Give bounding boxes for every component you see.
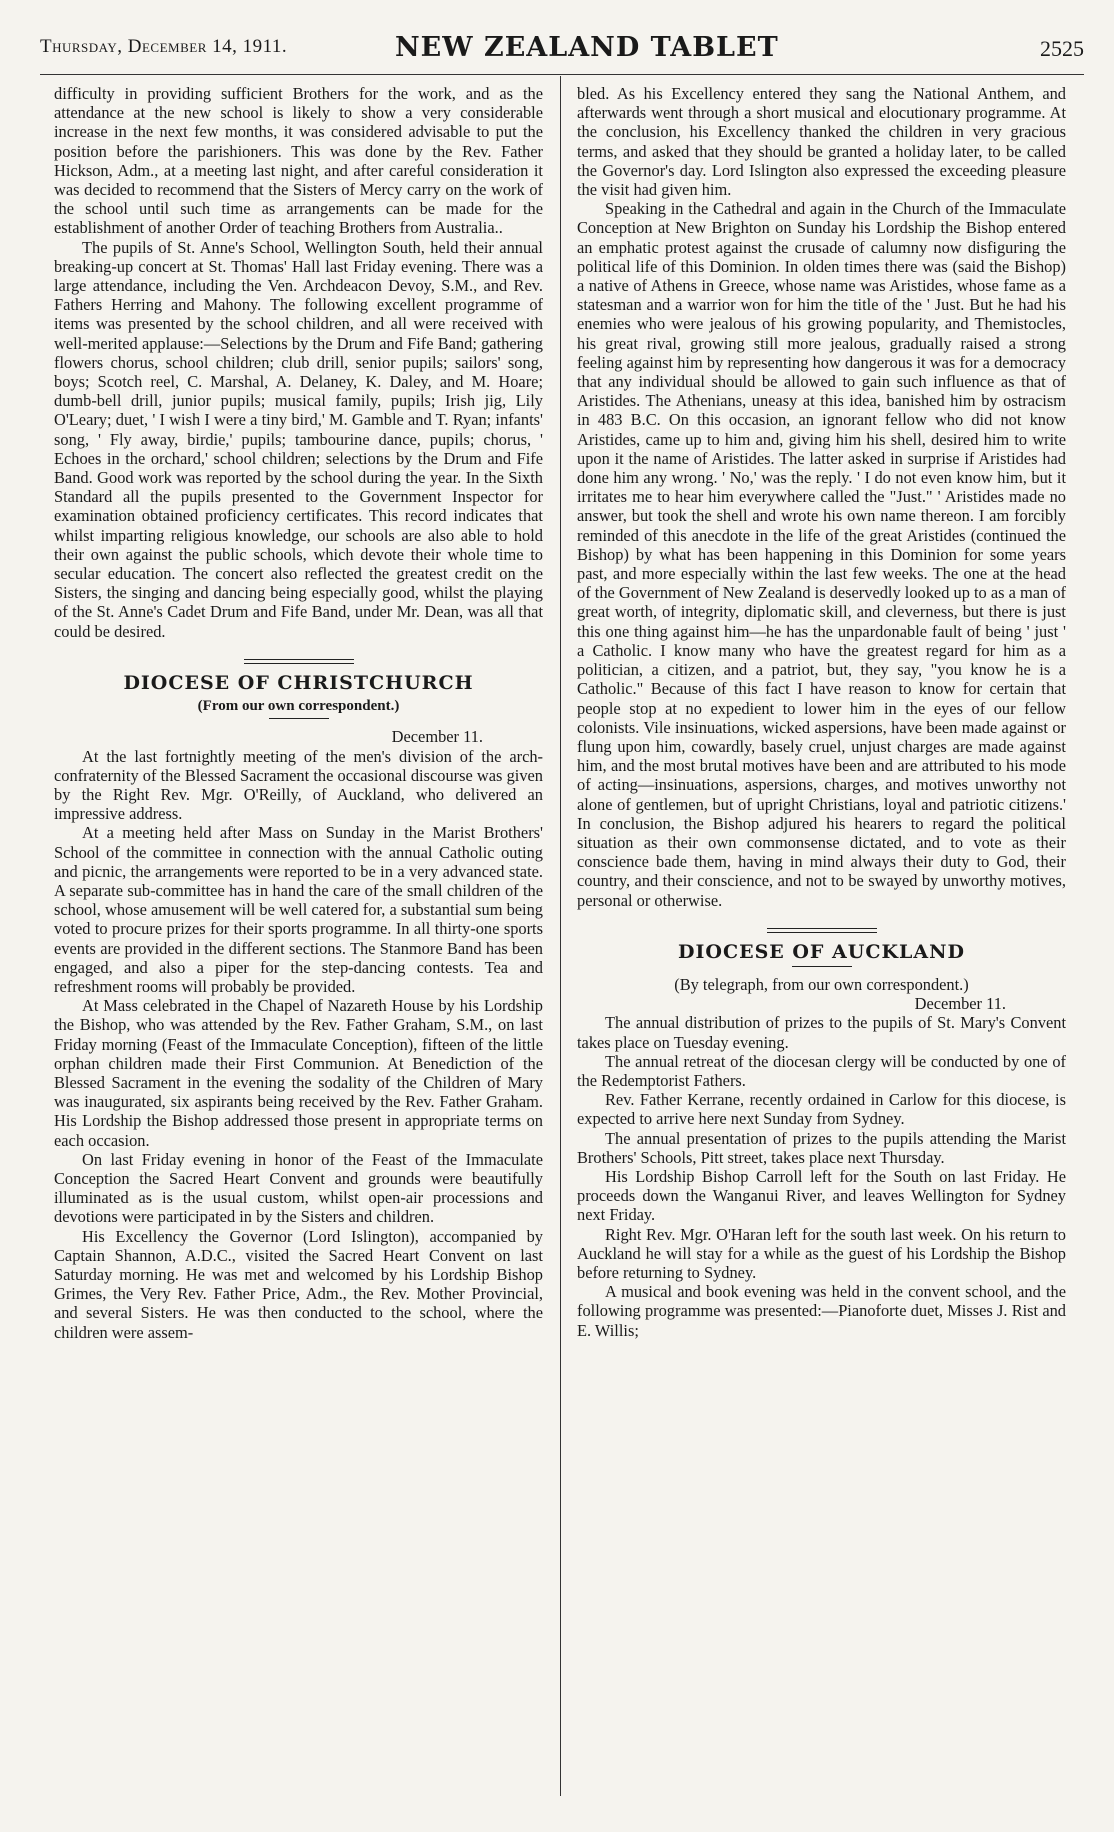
page-header	[40, 26, 1084, 66]
article-paragraph: His Excellency the Governor (Lord Islington), accompanied by Captain Shannon, A.D.C., visited the Sacred Heart Convent on last Saturday morning. He was met and welcomed by his Lordship Bishop Grimes, the Very Rev. Father Price, Adm., the Rev. Mother Provincial, and several Sisters. He was then conducted to the school, where the children were assem-	[54, 1226, 543, 1342]
article-paragraph: On last Friday evening in honor of the Feast of the Immaculate Conception the Sacred Heart Convent and grounds were beautifully illuminated as is the usual custom, whilst open-air processions and devotions were participated in by the Sisters and children.	[54, 1149, 543, 1227]
section-title-auckland: DIOCESE OF AUCKLAND	[678, 940, 965, 963]
section-rule	[767, 928, 877, 933]
title-rule	[792, 966, 852, 967]
dateline: December 11.	[914, 994, 1006, 1014]
article-paragraph: At the last fortnightly meeting of the men's division of the arch-confraternity of the Blessed Sacrament the occasional discourse was given by the Right Rev. Mgr. O'Reilly, of Auckland, who delivered an impressive address.	[54, 746, 543, 824]
byline: (By telegraph, from our own correspondent.)	[674, 974, 969, 994]
article-paragraph: difficulty in providing sufficient Brothers for the work, and as the attendance at the new school is likely to show a very considerable increase in the next few months, it was considered advisable to put the position before the parishioners. This was done by the Rev. Father Hickson, Adm., at a meeting last night, and after careful consideration it was decided to recommend that the Sisters of Mercy carry on the work of the school until such time as arrangements can be made for the establishment of another Order of teaching Brothers from Australia..	[54, 84, 543, 238]
article-paragraph: bled. As his Excellency entered they sang the National Anthem, and afterwards went through a short musical and elocutionary programme. At the conclusion, his Excellency thanked the children in very gracious terms, and asked that they should be granted a holiday later, to be called the Governor's day. Lord Islington also expressed the exceeding pleasure the visit had given him.	[577, 84, 1066, 200]
article-paragraph: His Lordship Bishop Carroll left for the South on last Friday. He proceeds down the Wanganui River, and leaves Wellington for Sydney next Friday.	[577, 1166, 1066, 1225]
article-paragraph: Rev. Father Kerrane, recently ordained in Carlow for this diocese, is expected to arrive here next Sunday from Sydney.	[577, 1090, 1066, 1129]
left-column	[54, 84, 543, 1809]
page-number: 2525	[1040, 36, 1084, 61]
article-paragraph: The annual distribution of prizes to the pupils of St. Mary's Convent takes place on Tuesday evening.	[577, 1013, 1066, 1052]
article-paragraph: At Mass celebrated in the Chapel of Nazareth House by his Lordship the Bishop, who was attended by the Rev. Father Graham, S.M., on last Friday morning (Feast of the Immaculate Conception), fifteen of the little orphan children made their First Communion. At Benediction of the Blessed Sacrament in the evening the sodality of the Children of Mary was inaugurated, six aspirants being received by the Rev. Father Graham. His Lordship the Bishop addressed those present in appropriate terms on each occasion.	[54, 996, 543, 1150]
article-paragraph: At a meeting held after Mass on Sunday in the Marist Brothers' School of the committee in connection with the annual Catholic outing and picnic, the arrangements were reported to be in a very advanced state. A separate sub-committee has in hand the care of the small children of the school, whose amusement will be well catered for, a substantial sum being voted to procure prizes for their sports programme. In all thirty-one sports events are provided in the different sections. The Stanmore Band has been engaged, and also a piper for the step-dancing contests. Tea and refreshment rooms will probably be provided.	[54, 823, 543, 996]
section-rule	[244, 659, 354, 664]
header-rule	[40, 74, 1084, 75]
article-paragraph: The annual retreat of the diocesan clergy will be conducted by one of the Redemptorist Fathers.	[577, 1051, 1066, 1090]
right-column	[577, 84, 1066, 1809]
article-paragraph: Right Rev. Mgr. O'Haran left for the south last week. On his return to Auckland he will stay for a while as the guest of his Lordship the Bishop before returning to Sydney.	[577, 1224, 1066, 1282]
column-divider	[560, 76, 561, 1796]
article-paragraph: A musical and book evening was held in the convent school, and the following programme was presented:—Pianoforte duet, Misses J. Rist and E. Willis;	[577, 1282, 1066, 1340]
issue-date: Thursday, December 14, 1911.	[40, 36, 288, 57]
masthead-title: NEW ZEALAND TABLET	[395, 32, 779, 63]
section-title-christchurch: DIOCESE OF CHRISTCHURCH	[123, 671, 474, 694]
article-paragraph: Speaking in the Cathedral and again in the Church of the Immaculate Conception at New Brighton on Sunday his Lordship the Bishop entered an emphatic protest against the crusade of calumny now disfiguring the political life of this Dominion. In olden times there was (said the Bishop) a native of Athens in Greece, whose name was Aristides, whose fame as a statesman and a warrior won for him the title of the ' Just. But he had his enemies who were jealous of his growing popularity, and Themistocles, his great rival, growing still more jealous, gradually raised a strong feeling against him by representing how dangerous it was for a democracy that any individual should be allowed to gain such influence as that of Aristides. The Athenians, uneasy at this idea, banished him by ostracism in 483 B.C. On this occasion, an ignorant fellow who did not know Aristides, came up to him and, giving him his shell, desired him to write upon it the name of Aristides. The latter asked in surprise if Aristides had done him any wrong. ' No,' was the reply. ' I do not even know him, but it irritates me to hear him everywhere called the "Just." ' Aristides made no answer, but took the shell and wrote his own name thereon. I am forcibly reminded of this anecdote in the life of the great Aristides (continued the Bishop) by what has been happening in this Dominion for some years past, and more especially within the last few weeks. The one at the head of the Government of New Zealand is deservedly looked up to as a man of great worth, of integrity, diplomatic skill, and cleverness, but there is just this one thing against him—he has the unpardonable fault of being ' just ' a Catholic. I know many who have the greatest regard for him as a politician, a citizen, and a patriot, but, they say, "you know he is a Catholic." Because of this fact I have reason to know for certain that people stop at no expedient to lower him in the eyes of our fellow colonists. Vile insinuations, wicked aspersions, have been made against or flung upon him, cowardly, basely cruel, unjust charges are made against him, and the most brutal motives have been and are attributed to his mode of acting—insinuations, aspersions, charges, and motives unworthy not alone of gentlemen, but of upright Christians, loyal and patriotic citizens.' In conclusion, the Bishop adjured his hearers to regard the political situation as their own commonsense dictated, and to vote as their conscience bade them, having in mind always their duty to God, their country, and their conscience, and not to be swayed by unworthy motives, personal or otherwise.	[577, 199, 1066, 910]
byline-rule	[269, 718, 329, 719]
article-paragraph: The annual presentation of prizes to the pupils attending the Marist Brothers' Schools, Pitt street, takes place next Thursday.	[577, 1128, 1066, 1167]
byline: (From our own correspondent.)	[197, 698, 400, 715]
article-paragraph: The pupils of St. Anne's School, Wellington South, held their annual breaking-up concert at St. Thomas' Hall last Friday evening. There was a large attendance, including the Ven. Archdeacon Devoy, S.M., and Rev. Fathers Herring and Mahony. The following excellent programme of items was presented by the school children, and all were received with well-merited applause:—Selections by the Drum and Fife Band; gathering flowers chorus, school children; club drill, senior pupils; sailors' song, boys; Scotch reel, C. Marshal, A. Delaney, K. Daley, and M. Hoare; dumb-bell drill, junior pupils; musical family, pupils; Irish jig, Lily O'Leary; duet, ' I wish I were a tiny bird,' M. Gamble and T. Ryan; infants' song, ' Fly away, birdie,' pupils; tambourine dance, pupils; chorus, ' Echoes in the orchard,' school children; selections by the Drum and Fife Band. Good work was reported by the school during the year. In the Sixth Standard all the pupils presented to the Government Inspector for examination obtained proficiency certificates. This record indicates that whilst imparting religious knowledge, our schools are also able to hold their own against the public schools, which devote their whole time to secular education. The concert also reflected the greatest credit on the Sisters, the singing and dancing being especially good, whilst the playing of the St. Anne's Cadet Drum and Fife Band, under Mr. Dean, was all that could be desired.	[54, 237, 543, 641]
dateline: December 11.	[391, 727, 483, 747]
